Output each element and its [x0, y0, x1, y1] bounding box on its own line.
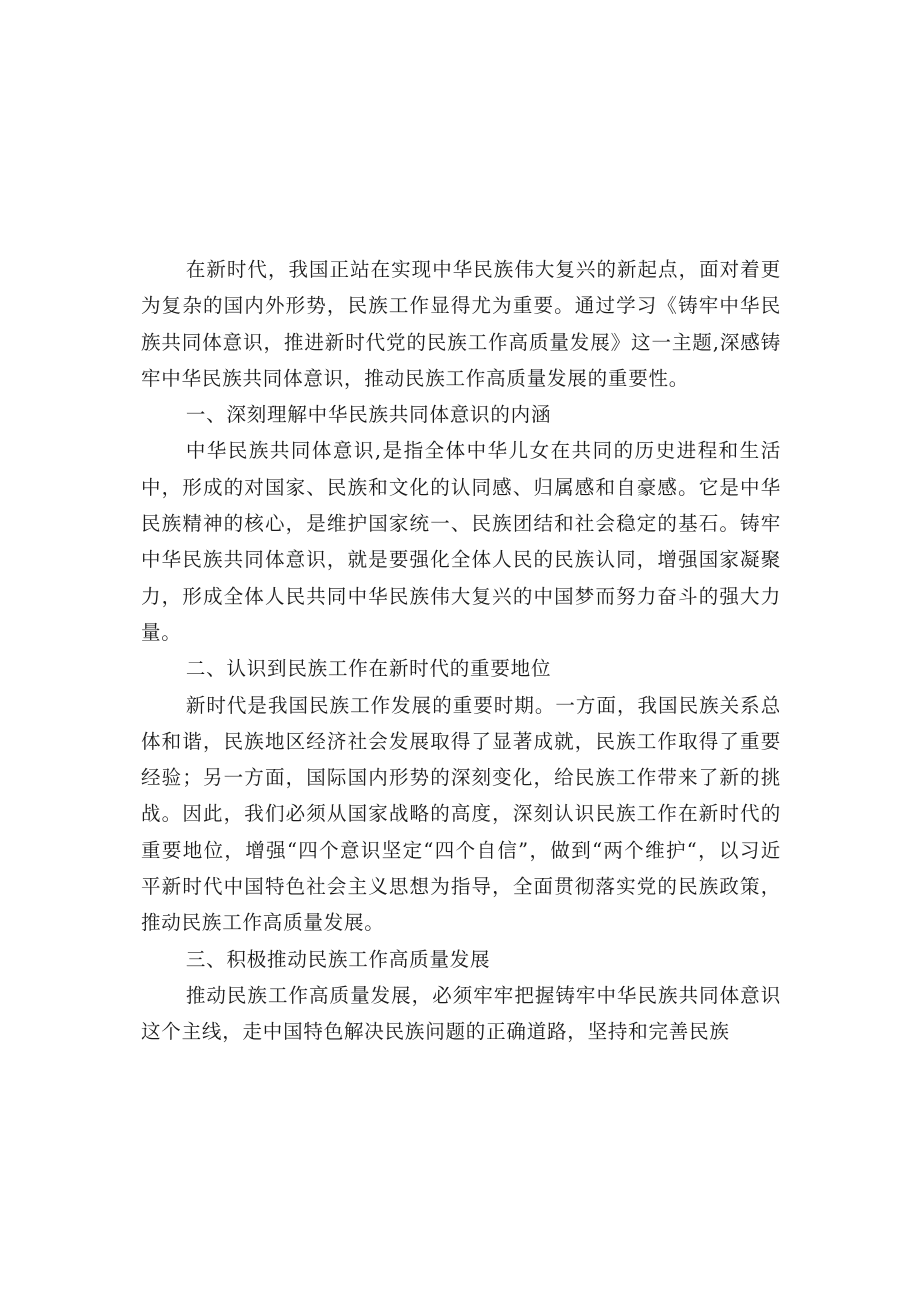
section-heading-3: 三、积极推动民族工作高质量发展 — [185, 947, 491, 971]
paragraph-section-2: 新时代是我国民族工作发展的重要时期。一方面，我国民族关系总体和谐，民族地区经济社会发展取得了显著成就，民族工作取得了重要经验；另一方面，国际国内形势的深刻变化，给民族工作带来了新的挑战。因此，我们必须从国家战略的高度，深刻认识民族工作在新时代的重要地位，增强“四个意识坚定“四个自信”，做到“两个维护“，以习近平新时代中国特色社会主义思想为指导，全面贯彻落实党的民族政策，推动民族工作高质量发展。 — [141, 693, 781, 935]
section-heading-1: 一、深刻理解中华民族共同体意识的内涵 — [185, 403, 552, 427]
section-heading-2: 二、认识到民族工作在新时代的重要地位 — [185, 657, 552, 681]
paragraph-section-3: 推动民族工作高质量发展，必须牢牢把握铸牢中华民族共同体意识这个主线，走中国特色解决民族问题的正确道路，坚持和完善民族 — [141, 983, 781, 1044]
paragraph-intro: 在新时代，我国正站在实现中华民族伟大复兴的新起点，面对着更为复杂的国内外形势，民族工作显得尤为重要。通过学习《铸牢中华民族共同体意识，推进新时代党的民族工作高质量发展》这一主题,深感铸牢中华民族共同体意识，推动民族工作高质量发展的重要性。 — [141, 258, 781, 390]
paragraph-section-1: 中华民族共同体意识,是指全体中华儿女在共同的历史进程和生活中，形成的对国家、民族和文化的认同感、归属感和自豪感。它是中华民族精神的核心，是维护国家统一、民族团结和社会稳定的基石。铸牢中华民族共同体意识，就是要强化全体人民的民族认同，增强国家凝聚力，形成全体人民共同中华民族伟大复兴的中国梦而努力奋斗的强大力量。 — [141, 439, 781, 644]
document-body — [141, 252, 781, 1051]
